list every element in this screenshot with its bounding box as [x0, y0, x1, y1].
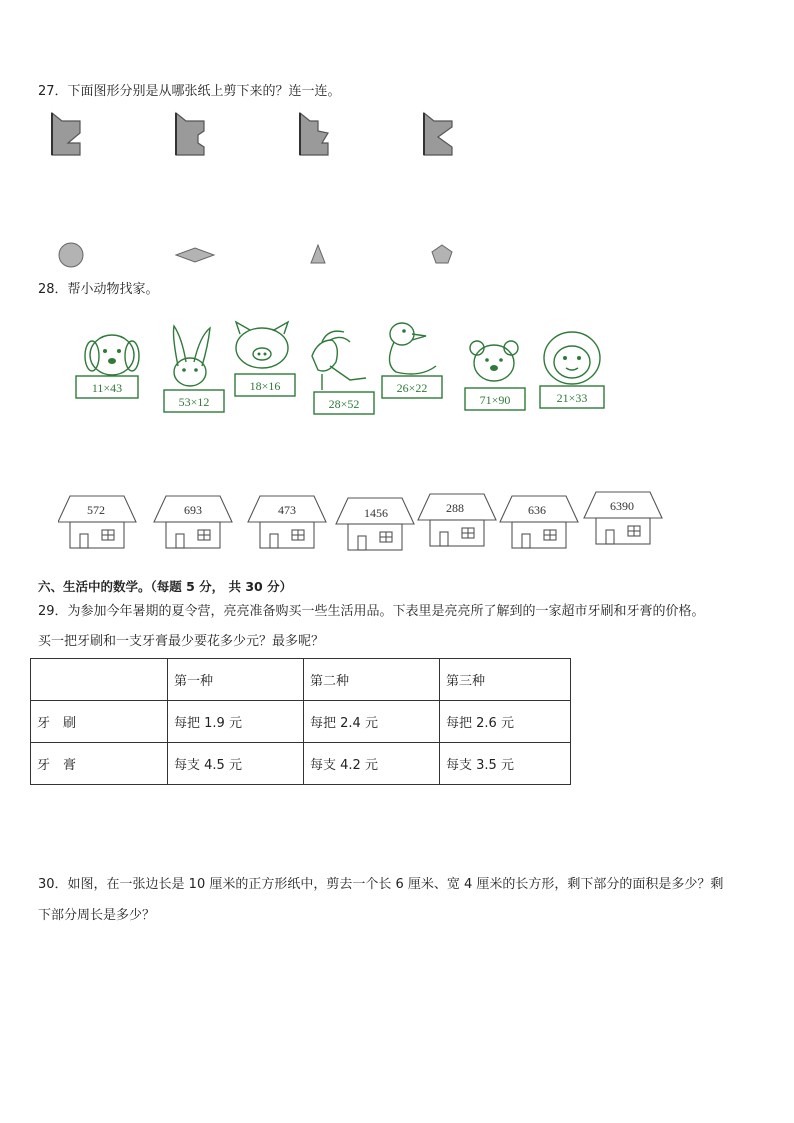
table-header-cell: [31, 659, 168, 701]
dog-icon: [76, 335, 139, 398]
animal-expr-5: 26×22: [396, 381, 428, 395]
question-27-text: 27．下面图形分别是从哪张纸上剪下来的？连一连。: [38, 84, 341, 99]
question-29-line-1: 29．为参加今年暑期的夏令营，亮亮准备购买一些生活用品。下表里是亮亮所了解到的一家超市牙刷和牙膏的价格。: [38, 604, 705, 619]
question-30-line-2: 下部分周长是多少？: [38, 908, 156, 923]
animal-expr-2: 53×12: [178, 395, 210, 409]
table-cell: 牙 膏: [31, 743, 168, 785]
house-number-2: 693: [184, 503, 202, 517]
house-row: [58, 486, 668, 552]
question-29-line-2: 买一把牙刷和一支牙膏最少要花多少元？最多呢？: [38, 634, 325, 649]
triangle-shape: [311, 245, 325, 263]
table-cell: 每把 2.4 元: [304, 701, 440, 743]
house-number-3: 473: [278, 503, 296, 517]
price-table: [30, 658, 571, 785]
circle-shape: [59, 243, 83, 267]
pig-icon: [235, 322, 295, 396]
house-1: [58, 496, 136, 548]
animal-row: [60, 318, 620, 423]
rabbit-icon: [164, 326, 224, 412]
folded-paper-4: [424, 113, 452, 155]
table-row: [31, 743, 571, 785]
house-6: [500, 496, 578, 548]
folded-paper-2: [176, 113, 204, 155]
goat-icon: [312, 331, 374, 414]
house-2: [154, 496, 232, 548]
house-number-7: 6390: [610, 499, 634, 513]
house-number-6: 636: [528, 503, 546, 517]
table-header-cell: 第一种: [168, 659, 304, 701]
table-cell: 每支 4.5 元: [168, 743, 304, 785]
table-cell: 每把 2.6 元: [440, 701, 571, 743]
table-row: [31, 701, 571, 743]
cut-shapes: [50, 240, 470, 272]
table-header-cell: 第三种: [440, 659, 571, 701]
house-number-4: 1456: [364, 506, 388, 520]
animal-expr-7: 21×33: [556, 391, 588, 405]
pentagon-shape: [432, 245, 452, 263]
animal-expr-3: 18×16: [249, 379, 281, 393]
house-number-1: 572: [87, 503, 105, 517]
folded-papers: [40, 105, 480, 165]
house-5: [418, 494, 496, 546]
table-cell: 每支 4.2 元: [304, 743, 440, 785]
house-4: [336, 498, 414, 550]
duck-icon: [382, 323, 442, 398]
house-3: [248, 496, 326, 548]
table-header-row: [31, 659, 571, 701]
animal-expr-6: 71×90: [479, 393, 511, 407]
table-cell: 每支 3.5 元: [440, 743, 571, 785]
bear-icon: [465, 341, 525, 410]
house-7: [584, 492, 662, 544]
monkey-icon: [540, 332, 604, 408]
animal-expr-4: 28×52: [328, 397, 360, 411]
question-30-line-1: 30．如图，在一张边长是 10 厘米的正方形纸中，剪去一个长 6 厘米、宽 4 厘米的长方形，剩下部分的面积是多少？剩: [38, 877, 724, 892]
rhombus-shape: [176, 248, 214, 262]
question-28-text: 28．帮小动物找家。: [38, 282, 159, 297]
folded-paper-3: [300, 113, 328, 155]
house-number-5: 288: [446, 501, 464, 515]
table-header-cell: 第二种: [304, 659, 440, 701]
folded-paper-1: [52, 113, 80, 155]
table-cell: 每把 1.9 元: [168, 701, 304, 743]
table-cell: 牙 刷: [31, 701, 168, 743]
section-6-title: 六、生活中的数学。（每题 5 分， 共 30 分）: [38, 579, 293, 594]
animal-expr-1: 11×43: [91, 381, 123, 395]
